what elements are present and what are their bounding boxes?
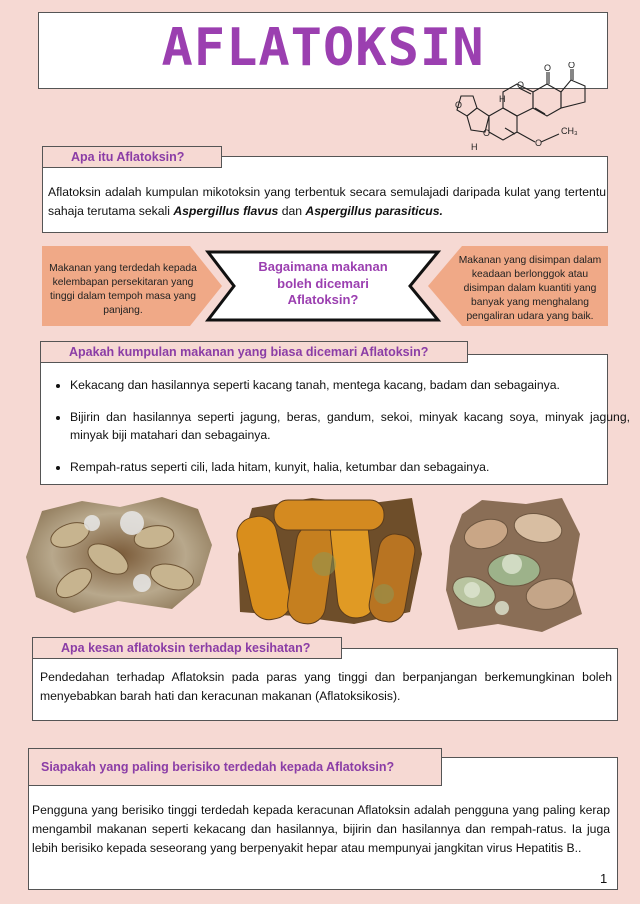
right-arrow-text: Makanan yang disimpan dalam keadaan berlonggok atau disimpan dalam kuantiti yang banyak yang menghalang pengaliran udara yang baik.: [458, 255, 602, 322]
risk-groups-text: Pengguna yang berisiko tinggi terdedah kepada keracunan Aflatoksin adalah pengguna yang paling kerap mengambil makanan seperti kekacang dan hasilannya, bijirin dan hasilannya dan rempah-ratus. Ia juga lebih berisiko kepada seseorang yang berpenyakit hepar atau mempunyai jangkitan virus Hepatitis B..: [32, 803, 610, 855]
molecule-ring-oxygen-1-label: O: [517, 80, 525, 90]
list-item: • Rempah-ratus seperti cili, lada hitam, kunyit, halia, ketumbar dan sebagainya.: [70, 458, 630, 477]
moldy-ginger-image: [442, 494, 584, 636]
molecule-hydrogen-top-label: H: [499, 94, 506, 104]
page-number: 1: [600, 871, 608, 886]
health-effects-text: Pendedahan terhadap Aflatoksin pada paras yang tinggi dan berpanjangan berkemungkinan boleh menyebabkan barah hati dan keracunan makanan (Aflatoksikosis).: [40, 670, 612, 703]
definition-text-conjunction: dan: [278, 204, 306, 218]
moldy-peanuts-image: [22, 493, 216, 617]
molecule-hydrogen-bottom-label: H: [471, 142, 478, 152]
definition-text: [48, 183, 606, 221]
molecule-ketone-oxygen-2-label: O: [568, 62, 576, 70]
contamination-question: Bagaimana makanan boleh dicemari Aflatoksin?: [258, 259, 388, 307]
list-item: • Bijirin dan hasilannya seperti jagung, beras, gandum, sekoi, minyak kacang soya, minyak jagung, minyak biji matahari dan sebagainya.: [70, 408, 630, 445]
molecule-ring-oxygen-3-label: O: [483, 128, 491, 138]
molecule-ring-oxygen-2-label: O: [455, 100, 463, 110]
page-title: AFLATOKSIN: [161, 18, 485, 78]
list-item: • Kekacang dan hasilannya seperti kacang tanah, mentega kacang, badam dan sebagainya.: [70, 376, 630, 395]
risk-groups-heading: Siapakah yang paling berisiko terdedah kepada Aflatoksin?: [28, 748, 442, 786]
aflatoxin-molecule-diagram: [455, 62, 605, 158]
definition-heading: Apa itu Aflatoksin?: [42, 146, 222, 168]
molecule-methyl-label: CH₃: [561, 126, 578, 136]
health-effects-heading: Apa kesan aflatoksin terhadap kesihatan?: [32, 637, 342, 659]
molecule-methoxy-label: O: [535, 138, 543, 148]
food-groups-heading: Apakah kumpulan makanan yang biasa dicemari Aflatoksin?: [40, 341, 468, 363]
species-aspergillus-parasiticus: Aspergillus parasiticus.: [305, 204, 443, 218]
moldy-corn-image: [234, 494, 424, 628]
left-arrow-text: Makanan yang terdedah kepada kelembapan persekitaran yang tinggi dalam tempoh masa yang panjang.: [49, 263, 197, 316]
species-aspergillus-flavus: Aspergillus flavus: [173, 204, 279, 218]
food-groups-list: [42, 376, 630, 489]
definition-text-part: Aflatoksin adalah kumpulan mikotoksin yang terbentuk secara semulajadi daripada kulat yang tertentu sahaja terutama sekali: [48, 185, 606, 218]
molecule-ketone-oxygen-1-label: O: [544, 63, 552, 73]
